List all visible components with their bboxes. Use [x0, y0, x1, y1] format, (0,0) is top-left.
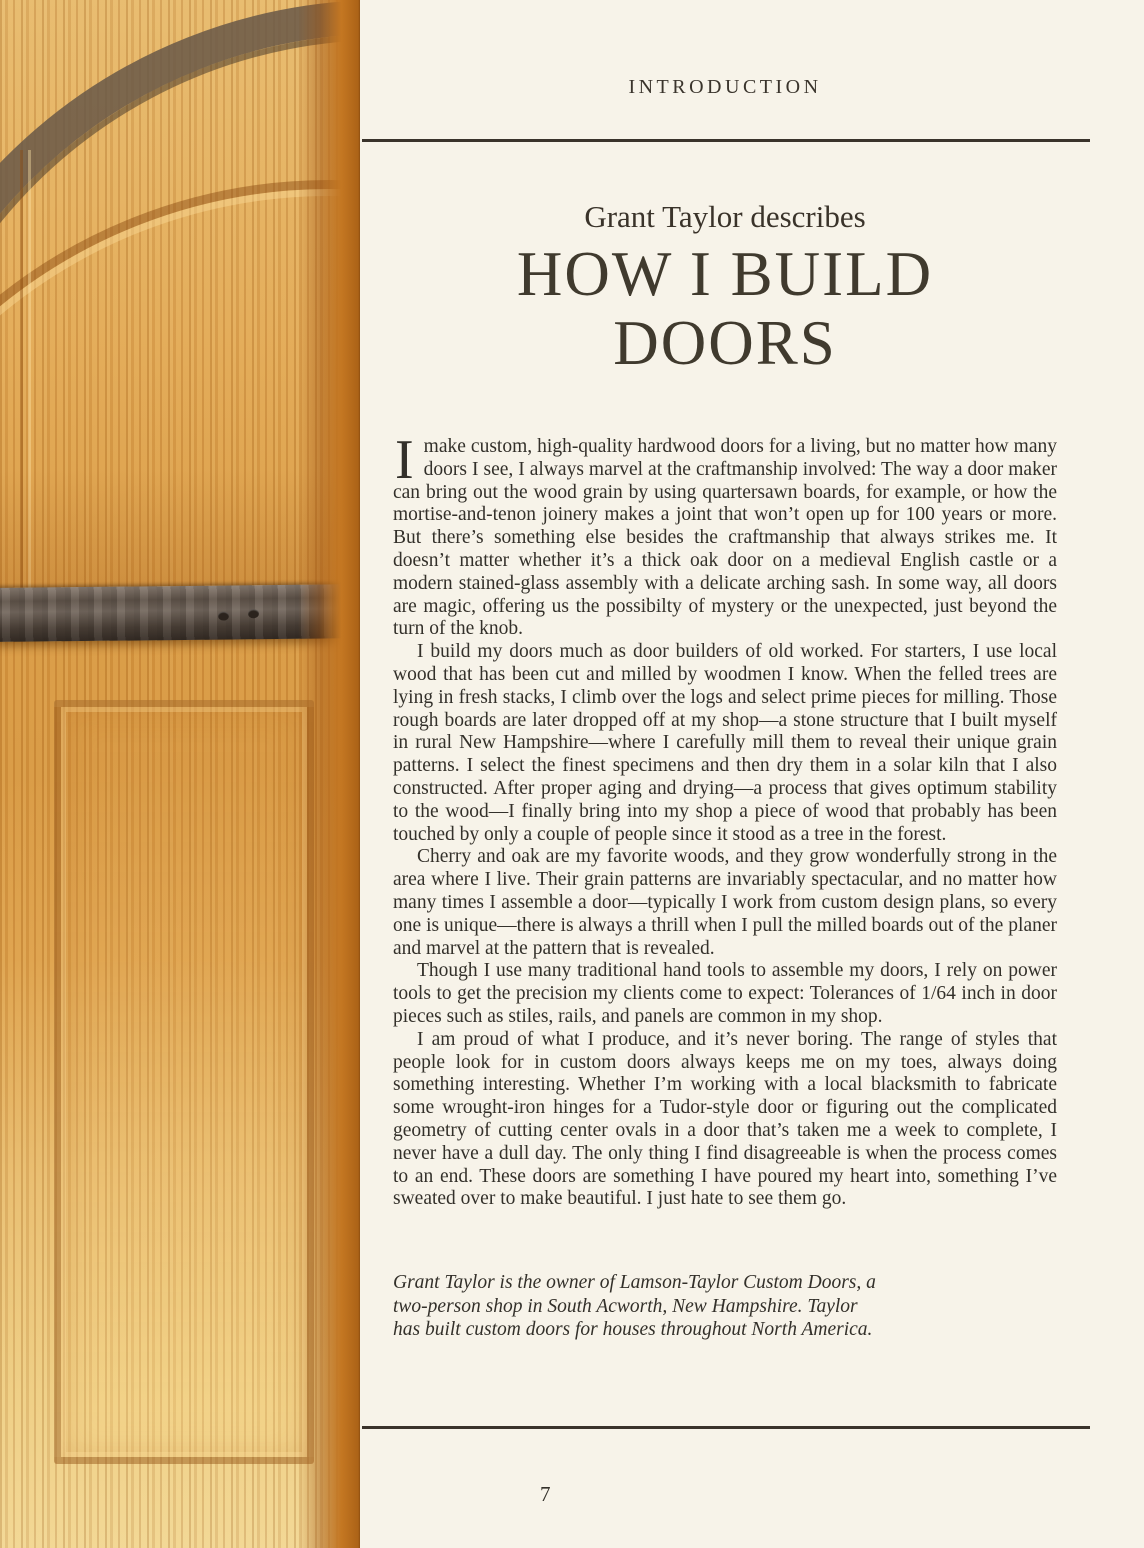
door-edge-shadow	[298, 0, 360, 1548]
article	[393, 198, 1057, 1361]
strap-bolt	[248, 609, 259, 618]
article-body	[393, 429, 1057, 1211]
article-paragraph: I am proud of what I produce, and it’s never boring. The range of styles that people look for in custom doors always keeps me on my toes, always doing something interesting. Whether I’m working with a local blacksmith to fabricate some wrought-iron hinges for a Tudor-style door or figuring out the complicated geometry of cutting center ovals in a door that’s taken me a week to complete, I never have a dull day. The only thing I find disagreeable is when the process comes to an end. These doors are something I have poured my heart into, something I’ve sweated over to make beautiful. I just hate to see them go.	[393, 1028, 1057, 1210]
top-rule	[362, 139, 1090, 142]
printed-page	[360, 0, 1144, 1548]
author-bio: Grant Taylor is the owner of Lamson-Taylor Custom Doors, a two-person shop in South Acworth, New Hampshire. Taylor has built custom doors for houses throughout North America.	[393, 1272, 876, 1341]
strap-bolt	[218, 611, 229, 620]
article-paragraph	[393, 429, 1057, 641]
article-kicker: Grant Taylor describes	[584, 199, 866, 234]
article-title-line1: HOW I BUILD	[516, 239, 934, 309]
article-paragraph: I build my doors much as door builders of old worked. For starters, I use local wood that has been cut and milled by woodmen I know. When the felled trees are lying in fresh stacks, I climb over the logs and select prime pieces for milling. Those rough boards are later dropped off at my shop—a stone structure that I built myself in rural New Hampshire—where I carefully mill them to reveal their unique grain patterns. I select the finest specimens and then dry them in a solar kiln that I also constructed. After proper aging and drying—a process that gives optimum stability to the wood—I finally bring into my shop a piece of wood that probably has been touched by only a couple of people since it stood as a tree in the forest.	[393, 641, 1057, 845]
door-photo	[0, 0, 360, 1548]
paragraph-text: make custom, high-quality hardwood doors for a living, but no matter how many doors I see, I always marvel at the craftmanship involved: The way a door maker can bring out the wood grain by using quartersawn boards, for example, or how the mortise-and-tenon joinery makes a joint that won’t open up for 100 years or more. But there’s something else besides the craftmanship that always strikes me. It doesn’t matter whether it’s a thick oak door on a medieval English castle or a modern stained-glass assembly with a delicate arching sash. In some way, all doors are magic, offering us the possibilty of mystery or the unexpected, just beyond the turn of the knob.	[393, 436, 1057, 640]
section-header: INTRODUCTION	[628, 76, 822, 98]
article-paragraph: Though I use many traditional hand tools to assemble my doors, I rely on power tools to get the precision my clients come to expect: Tolerances of 1/64 inch in door pieces such as stiles, rails, and panels are common in my shop.	[393, 960, 1057, 1027]
title-block	[393, 198, 1057, 378]
article-title-line2: DOORS	[613, 308, 837, 378]
article-paragraph: Cherry and oak are my favorite woods, and they grow wonderfully strong in the area where I live. Their grain patterns are invariably spectacular, and no matter how many times I assemble a door—typically I work from custom design plans, so every one is unique—there is always a thrill when I pull the milled boards out of the planer and marvel at the pattern that is revealed.	[393, 846, 1057, 959]
door-lower-panel	[54, 700, 314, 1464]
page-number: 7	[540, 1482, 551, 1506]
drop-cap: I	[395, 429, 414, 491]
bottom-rule	[362, 1426, 1090, 1429]
